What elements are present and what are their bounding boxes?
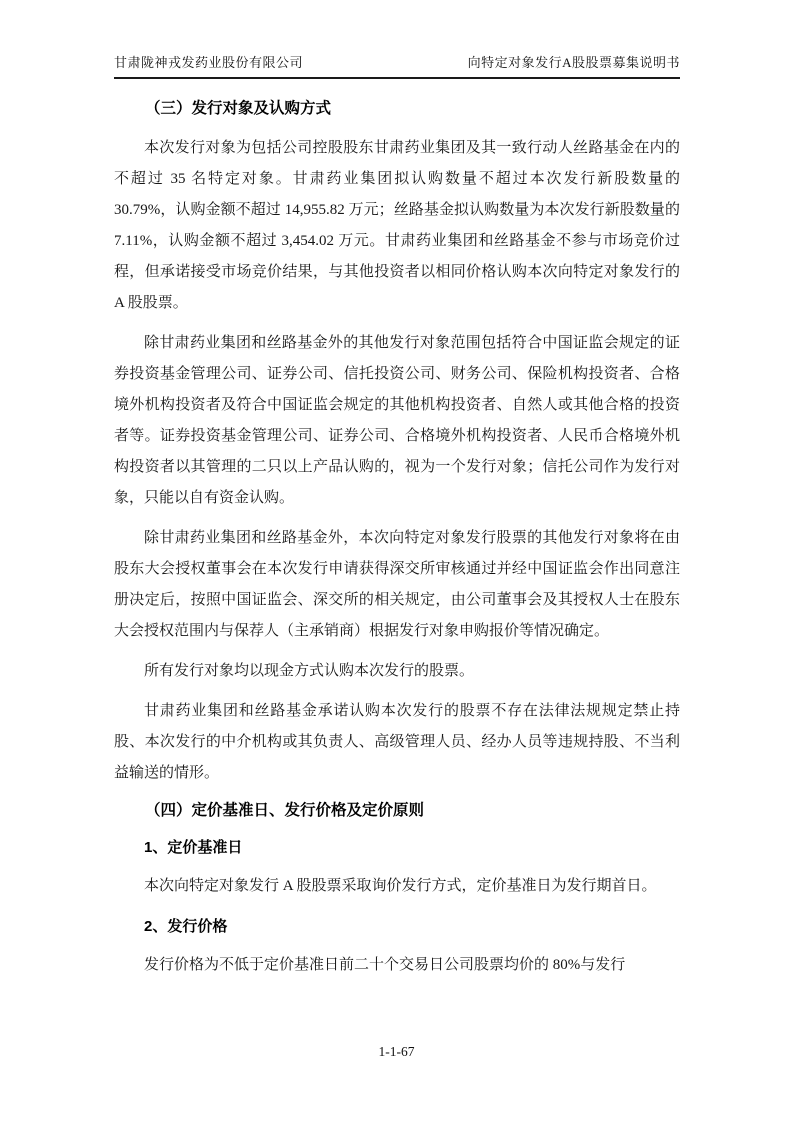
page-header <box>114 54 680 72</box>
body-paragraph: 除甘肃药业集团和丝路基金外的其他发行对象范围包括符合中国证监会规定的证券投资基金管理公司、证券公司、信托投资公司、财务公司、保险机构投资者、合格境外机构投资者及符合中国证监会规定的其他机构投资者、自然人或其他合格的投资者等。证券投资基金管理公司、证券公司、合格境外机构投资者、人民币合格境外机构投资者以其管理的二只以上产品认购的，视为一个发行对象；信托公司作为发行对象，只能以自有资金认购。 <box>114 335 680 506</box>
section-heading-3: （三）发行对象及认购方式 <box>145 100 332 117</box>
body-paragraph: 甘肃药业集团和丝路基金承诺认购本次发行的股票不存在法律法规规定禁止持股、本次发行的中介机构或其负责人、高级管理人员、经办人员等违规持股、不当利益输送的情形。 <box>114 703 680 781</box>
document-body <box>114 97 680 981</box>
body-paragraph: 本次向特定对象发行 A 股股票采取询价发行方式，定价基准日为发行期首日。 <box>144 878 657 894</box>
header-rule <box>114 77 680 79</box>
header-company-name: 甘肃陇神戎发药业股份有限公司 <box>114 55 304 70</box>
body-paragraph: 除甘肃药业集团和丝路基金外，本次向特定对象发行股票的其他发行对象将在由股东大会授权董事会在本次发行申请获得深交所审核通过并经中国证监会作出同意注册决定后，按照中国证监会、深交所的相关规定，由公司董事会及其授权人士在股东大会授权范围内与保荐人（主承销商）根据发行对象申购报价等情况确定。 <box>114 530 680 639</box>
header-document-title: 向特定对象发行A股股票募集说明书 <box>467 55 680 70</box>
section-heading-4: （四）定价基准日、发行价格及定价原则 <box>145 802 425 819</box>
body-paragraph: 本次发行对象为包括公司控股股东甘肃药业集团及其一致行动人丝路基金在内的不超过 35 名特定对象。甘肃药业集团拟认购数量不超过本次发行新股数量的 30.79%，认购金额不超过 14,955.82 万元；丝路基金拟认购数量为本次发行新股数量的 7.11%，认购金额不超过 3,454.02 万元。甘肃药业集团和丝路基金不参与市场竞价过程，但承诺接受市场竞价结果，与其他投资者以相同价格认购本次向特定对象发行的 A 股股票。 <box>114 140 680 311</box>
body-paragraph: 所有发行对象均以现金方式认购本次发行的股票。 <box>144 663 475 679</box>
body-paragraph: 发行价格为不低于定价基准日前二十个交易日公司股票均价的 80%与发行 <box>144 957 626 973</box>
sub-heading-pricing-base-date: 1、定价基准日 <box>144 839 243 856</box>
sub-heading-issue-price: 2、发行价格 <box>144 918 228 935</box>
page-number: 1-1-67 <box>378 1044 415 1059</box>
page-footer <box>0 1044 793 1060</box>
